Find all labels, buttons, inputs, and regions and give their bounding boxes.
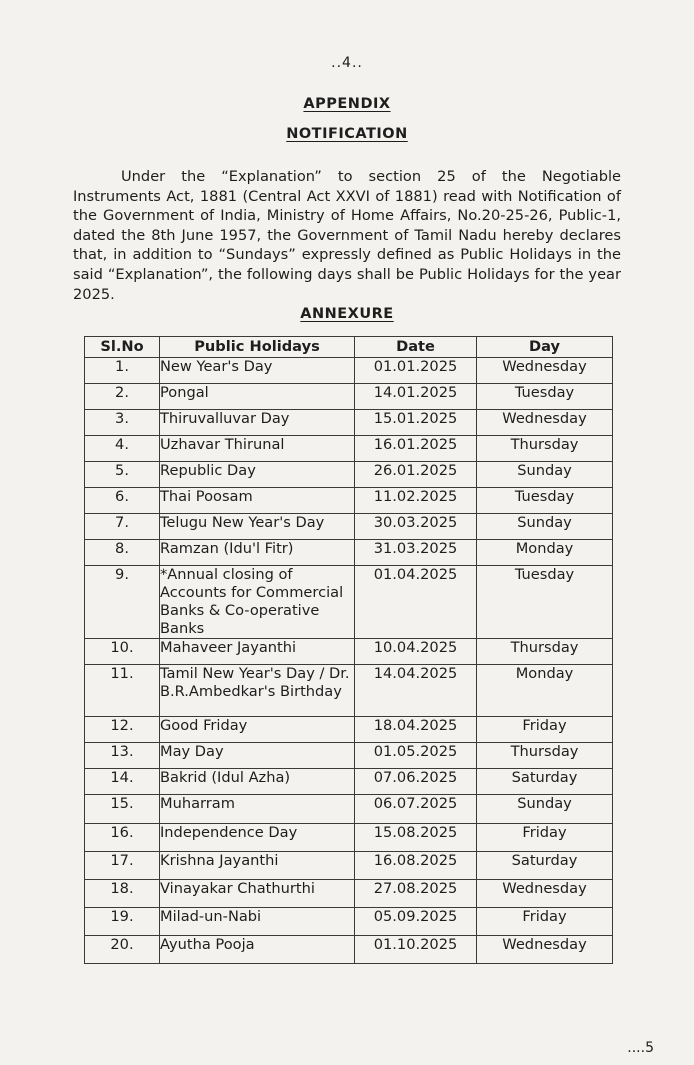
cell-date: 01.01.2025 [355,358,477,384]
cell-holiday-name: Bakrid (Idul Azha) [160,769,355,795]
cell-date: 01.10.2025 [355,936,477,964]
cell-day: Sunday [477,514,613,540]
cell-holiday-name: Good Friday [160,717,355,743]
cell-holiday-name: Telugu New Year's Day [160,514,355,540]
cell-day: Thursday [477,436,613,462]
table-row [85,514,613,540]
cell-day: Monday [477,540,613,566]
cell-holiday-name: Thiruvalluvar Day [160,410,355,436]
cell-date: 26.01.2025 [355,462,477,488]
cell-day: Tuesday [477,384,613,410]
cell-day: Saturday [477,852,613,880]
cell-holiday-name: Thai Poosam [160,488,355,514]
cell-date: 01.04.2025 [355,566,477,639]
cell-holiday-name: Uzhavar Thirunal [160,436,355,462]
cell-date: 16.08.2025 [355,852,477,880]
table-row [85,436,613,462]
cell-date: 06.07.2025 [355,795,477,824]
cell-sl-no: 3. [85,410,160,436]
cell-day: Wednesday [477,880,613,908]
table-row [85,462,613,488]
table-row [85,488,613,514]
cell-holiday-name: Tamil New Year's Day / Dr. B.R.Ambedkar's Birthday [160,665,355,717]
cell-day: Wednesday [477,410,613,436]
table-row [85,795,613,824]
cell-sl-no: 18. [85,880,160,908]
table-row [85,936,613,964]
header-public-holidays: Public Holidays [160,337,355,358]
table-row [85,880,613,908]
notification-heading [0,126,694,142]
cell-day: Friday [477,908,613,936]
cell-holiday-name: May Day [160,743,355,769]
cell-day: Thursday [477,743,613,769]
cell-sl-no: 14. [85,769,160,795]
notification-title: NOTIFICATION [286,126,408,142]
table-header-row [85,337,613,358]
cell-date: 01.05.2025 [355,743,477,769]
page-number-top: ..4.. [331,55,363,71]
table-row [85,743,613,769]
cell-sl-no: 4. [85,436,160,462]
table-row [85,852,613,880]
page-number-bottom: ....5 [627,1040,654,1056]
appendix-title: APPENDIX [303,96,391,112]
table-row [85,665,613,717]
cell-holiday-name: Krishna Jayanthi [160,852,355,880]
annexure-title: ANNEXURE [300,306,394,322]
header-sl-no: Sl.No [85,337,160,358]
cell-sl-no: 1. [85,358,160,384]
cell-holiday-name: Vinayakar Chathurthi [160,880,355,908]
cell-holiday-name: Independence Day [160,824,355,852]
annexure-heading [0,306,694,322]
cell-date: 31.03.2025 [355,540,477,566]
cell-date: 27.08.2025 [355,880,477,908]
cell-day: Friday [477,824,613,852]
table-row [85,908,613,936]
notification-paragraph: Under the “Explanation” to section 25 of the Negotiable Instruments Act, 1881 (Central Act XXVI of 1881) read with Notification of the Government of India, Ministry of Home Affairs, No.20-25-26, Public-1, dated the 8th June 1957, the Government of Tamil Nadu hereby declares that, in addition to “Sundays” expressly defined as Public Holidays in the said “Explanation”, the following days shall be Public Holidays for the year 2025. [73,168,621,303]
header-date: Date [355,337,477,358]
cell-holiday-name: Republic Day [160,462,355,488]
cell-holiday-name: New Year's Day [160,358,355,384]
cell-holiday-name: Pongal [160,384,355,410]
cell-date: 05.09.2025 [355,908,477,936]
cell-sl-no: 12. [85,717,160,743]
cell-date: 07.06.2025 [355,769,477,795]
cell-sl-no: 20. [85,936,160,964]
cell-day: Thursday [477,639,613,665]
cell-date: 18.04.2025 [355,717,477,743]
table-row [85,410,613,436]
cell-holiday-name: Ramzan (Idu'l Fitr) [160,540,355,566]
cell-sl-no: 16. [85,824,160,852]
cell-holiday-name: Muharram [160,795,355,824]
table-row [85,358,613,384]
cell-holiday-name: Milad-un-Nabi [160,908,355,936]
cell-sl-no: 2. [85,384,160,410]
cell-sl-no: 17. [85,852,160,880]
cell-holiday-name: *Annual closing of Accounts for Commercial Banks & Co-operative Banks [160,566,355,639]
table-row [85,540,613,566]
table-row [85,384,613,410]
cell-sl-no: 5. [85,462,160,488]
cell-day: Wednesday [477,936,613,964]
cell-day: Sunday [477,462,613,488]
cell-day: Sunday [477,795,613,824]
cell-date: 14.04.2025 [355,665,477,717]
table-row [85,824,613,852]
cell-date: 15.01.2025 [355,410,477,436]
table-row [85,769,613,795]
appendix-heading [0,96,694,112]
cell-sl-no: 7. [85,514,160,540]
cell-date: 16.01.2025 [355,436,477,462]
table-row [85,717,613,743]
cell-day: Saturday [477,769,613,795]
cell-date: 10.04.2025 [355,639,477,665]
cell-sl-no: 8. [85,540,160,566]
holidays-table [84,336,613,964]
cell-date: 15.08.2025 [355,824,477,852]
cell-day: Tuesday [477,488,613,514]
cell-holiday-name: Mahaveer Jayanthi [160,639,355,665]
cell-date: 30.03.2025 [355,514,477,540]
cell-date: 14.01.2025 [355,384,477,410]
cell-sl-no: 13. [85,743,160,769]
cell-holiday-name: Ayutha Pooja [160,936,355,964]
cell-sl-no: 19. [85,908,160,936]
cell-sl-no: 6. [85,488,160,514]
cell-day: Wednesday [477,358,613,384]
table-row [85,566,613,639]
header-day: Day [477,337,613,358]
cell-sl-no: 10. [85,639,160,665]
cell-date: 11.02.2025 [355,488,477,514]
cell-day: Tuesday [477,566,613,639]
cell-sl-no: 11. [85,665,160,717]
cell-day: Friday [477,717,613,743]
table-row [85,639,613,665]
cell-day: Monday [477,665,613,717]
cell-sl-no: 15. [85,795,160,824]
cell-sl-no: 9. [85,566,160,639]
